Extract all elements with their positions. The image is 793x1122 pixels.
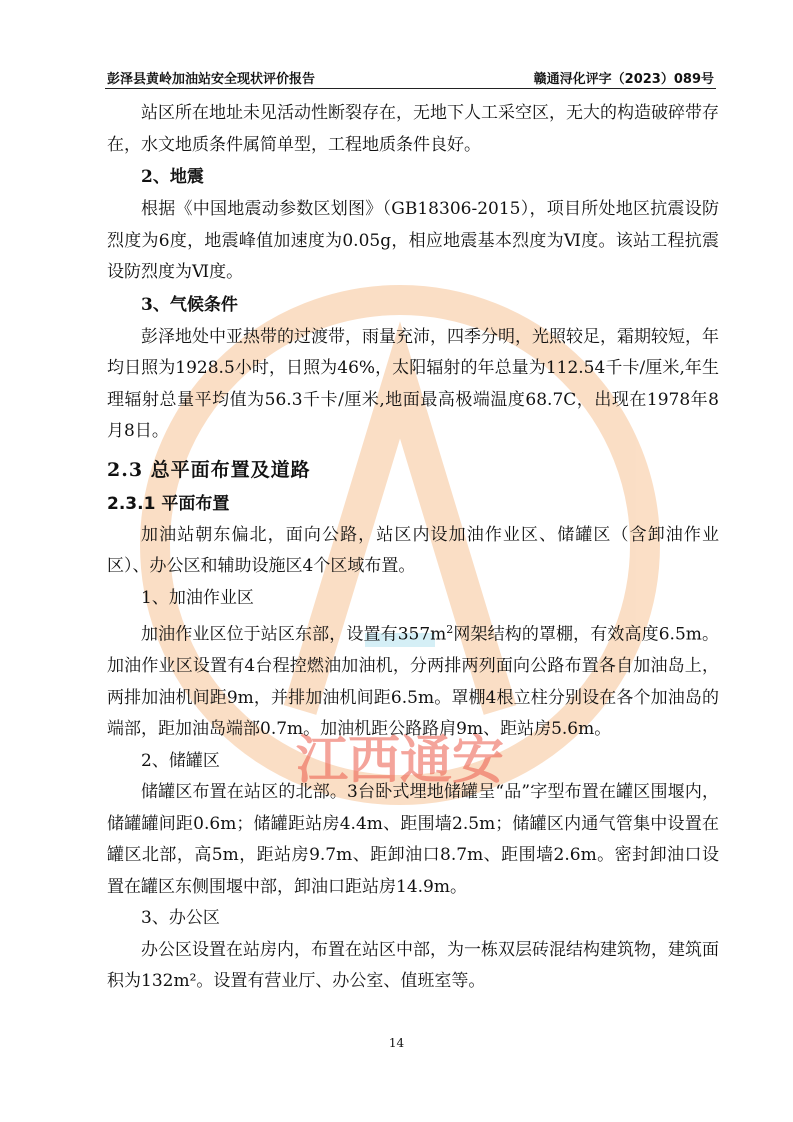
paragraph-tank-area: 储罐区布置在站区的北部。3台卧式埋地储罐呈“品”字型布置在罐区围堰内，储罐罐间距0.6m；储罐距站房4.4m、距围墙2.5m；储罐区内通气管集中设置在罐区北部，高5m，距站房9.7m、距卸油口8.7m、距围墙2.6m。密封卸油口设置在罐区东侧围堰中部，卸油口距站房14.9m。 xyxy=(107,782,719,897)
paragraph-climate: 彭泽地处中亚热带的过渡带，雨量充沛，四季分明，光照较足，霜期较短，年均日照为1928.5小时，日照为46%，太阳辐射的年总量为112.54千卡/厘米,年生理辐射总量平均值为56.3千卡/厘米,地面最高极端温度68.7C，出现在1978年8月8日。 xyxy=(107,326,719,441)
page-header xyxy=(105,64,716,89)
superscript: 2 xyxy=(446,623,454,636)
item-tank-area: 2、储罐区 xyxy=(141,750,220,771)
heading-climate: 3、气候条件 xyxy=(141,294,238,315)
page-number: 14 xyxy=(388,1036,405,1050)
refueling-text-b: 网架结构的罩棚，有效高度6.5m。加油作业区设置有4台程控燃油加油机，分两排两列面向公路布置各自加油岛上，两排加油机间距9m，并排加油机间距6.5m。罩棚4根立柱分别设在各个加油岛的端部，距加油岛端部0.7m。加油机距公路路肩9m、距站房5.6m。 xyxy=(107,624,719,740)
paragraph-layout: 加油站朝东偏北，面向公路，站区内设加油作业区、储罐区（含卸油作业区）、办公区和辅助设施区4个区域布置。 xyxy=(107,524,719,576)
watermark-text: 江西通安 xyxy=(295,731,505,791)
paragraph-geology: 站区所在地址未见活动性断裂存在，无地下人工采空区，无大的构造破碎带存在，水文地质条件属简单型，工程地质条件良好。 xyxy=(107,103,719,155)
paragraph-office-area: 办公区设置在站房内，布置在站区中部，为一栋双层砖混结构建筑物，建筑面积为132m²。设置有营业厅、办公室、值班室等。 xyxy=(107,939,719,992)
item-refueling-area: 1、加油作业区 xyxy=(141,587,254,608)
item-office-area: 3、办公区 xyxy=(141,908,220,929)
report-title: 彭泽县黄岭加油站安全现状评价报告 xyxy=(107,72,316,87)
document-number: 赣通浔化评字（2023）089号 xyxy=(533,72,714,87)
subsection-heading: 2.3.1 平面布置 xyxy=(107,493,230,514)
paragraph-earthquake: 根据《中国地震动参数区划图》（GB18306-2015），项目所处地区抗震设防烈度为6度，地震峰值加速度为0.05g，相应地震基本烈度为Ⅵ度。该站工程抗震设防烈度为Ⅵ度。 xyxy=(107,199,719,282)
page-body xyxy=(107,98,719,998)
paragraph-refueling-area xyxy=(107,614,719,746)
heading-earthquake: 2、地震 xyxy=(141,167,204,187)
section-heading: 2.3 总平面布置及道路 xyxy=(107,458,311,481)
refueling-text-a: 加油作业区位于站区东部，设置有357m xyxy=(141,624,447,645)
